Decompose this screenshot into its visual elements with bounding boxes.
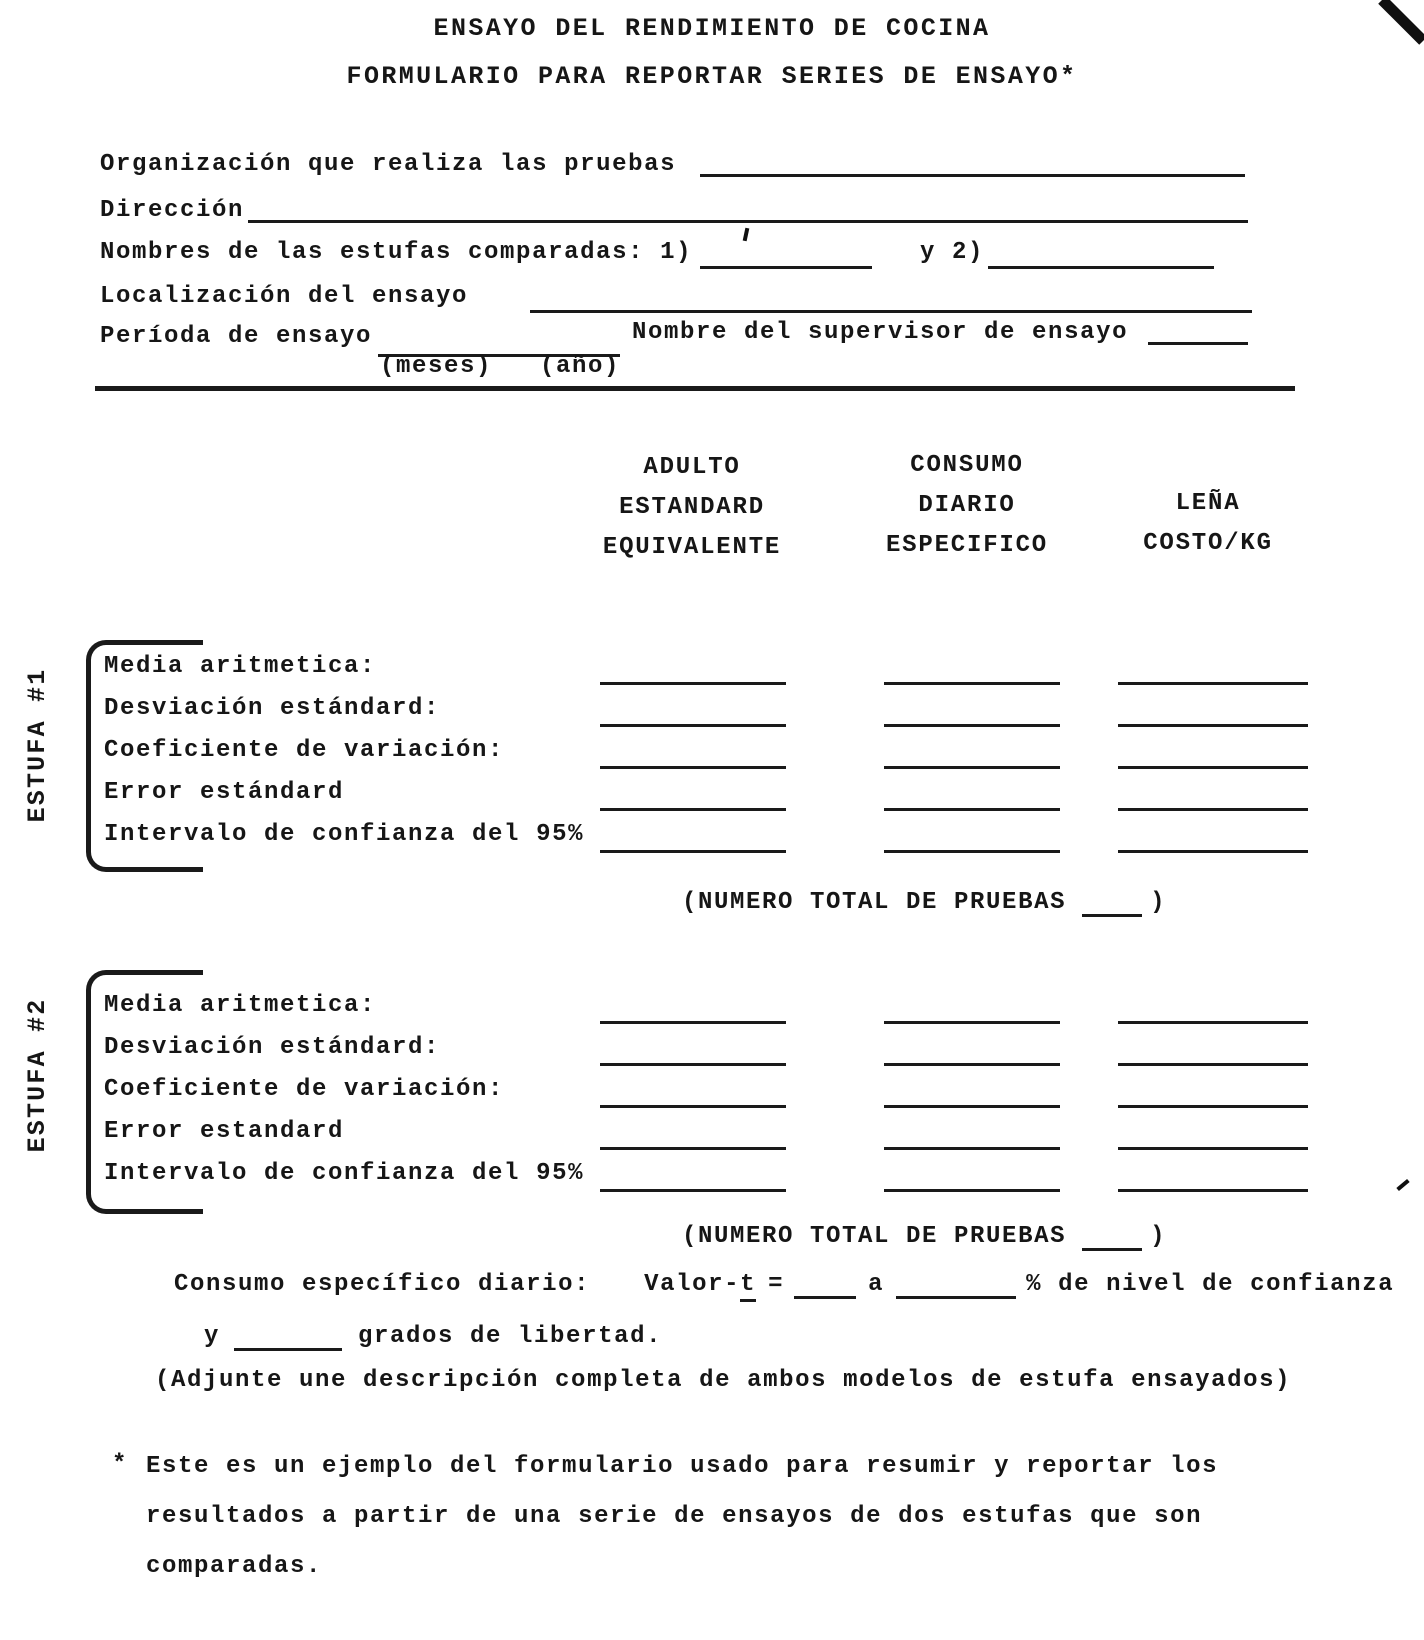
field-stove2-name-blank — [988, 240, 1214, 269]
stove1-total-tests-label: (NUMERO TOTAL DE PRUEBAS — [682, 889, 1067, 916]
column-header-consumo — [872, 452, 1062, 572]
stove2-value-blank — [884, 1121, 1060, 1150]
field-supervisor-label: Nombre del supervisor de ensayo — [632, 319, 1129, 346]
stove1-value-blank — [884, 740, 1060, 769]
column-header-adulto — [592, 454, 792, 574]
stove2-value-blank — [600, 1037, 786, 1066]
stove2-total-tests-close: ) — [1150, 1223, 1167, 1250]
field-address-blank — [248, 194, 1248, 223]
stove1-value-blank — [600, 782, 786, 811]
stove1-value-blank — [884, 698, 1060, 727]
dof-rest: grados de libertad. — [358, 1323, 663, 1350]
stove1-value-blank — [600, 824, 786, 853]
stove1-value-blank — [1118, 698, 1308, 727]
form-title-line-1: ENSAYO DEL RENDIMIENTO DE COCINA — [433, 14, 991, 43]
stove1-value-blank — [1118, 656, 1308, 685]
field-supervisor-blank — [1148, 316, 1248, 345]
stove2-value-blank — [600, 995, 786, 1024]
field-stove1-name-blank — [700, 240, 872, 269]
period-units-label: (meses) (año) — [380, 353, 621, 380]
scan-artifact-right-tick — [1396, 1179, 1409, 1191]
t-test-prefix: Consumo específico diario: — [174, 1271, 591, 1298]
t-test-equals: = — [768, 1271, 785, 1298]
stove2-value-blank — [1118, 1037, 1308, 1066]
stove2-value-blank — [884, 1037, 1060, 1066]
stove1-value-blank — [884, 656, 1060, 685]
footnote-line: Este es un ejemplo del formulario usado para resumir y reportar los — [146, 1453, 1219, 1480]
stove2-value-blank — [1118, 1079, 1308, 1108]
stove2-value-blank — [884, 1163, 1060, 1192]
stove1-value-blank — [600, 656, 786, 685]
stove1-row-label: Intervalo de confianza del 95% — [104, 821, 585, 848]
stove2-row-label: Error estandard — [104, 1118, 345, 1145]
field-stoves-and2-label: y 2) — [920, 239, 985, 266]
stove1-total-tests-blank — [1082, 904, 1142, 917]
stove2-value-blank — [1118, 1121, 1308, 1150]
stove1-value-blank — [884, 824, 1060, 853]
stove2-value-blank — [1118, 1163, 1308, 1192]
degrees-of-freedom-blank — [234, 1338, 342, 1351]
stove2-row-label: Intervalo de confianza del 95% — [104, 1160, 585, 1187]
column-header-line: LEÑA — [1175, 490, 1241, 517]
t-test-valor: Valor- — [644, 1271, 741, 1298]
stove1-row-label: Desviación estándard: — [104, 695, 441, 722]
stove2-total-tests-label: (NUMERO TOTAL DE PRUEBAS — [682, 1223, 1067, 1250]
stove1-value-blank — [600, 740, 786, 769]
stove1-total-tests-close: ) — [1150, 889, 1167, 916]
footnote-line: resultados a partir de una serie de ensayos de dos estufas que son — [146, 1503, 1203, 1530]
header-divider-rule — [95, 386, 1295, 391]
stove2-value-blank — [600, 1121, 786, 1150]
field-organization-blank — [700, 148, 1245, 177]
stove2-value-blank — [884, 995, 1060, 1024]
stove2-value-blank — [1118, 995, 1308, 1024]
stove1-value-blank — [1118, 782, 1308, 811]
stove2-value-blank — [600, 1163, 786, 1192]
stove2-row-label: Media aritmetica: — [104, 992, 377, 1019]
field-location-label: Localización del ensayo — [100, 283, 469, 310]
stove1-value-blank — [1118, 740, 1308, 769]
footnote-line: comparadas. — [146, 1553, 323, 1580]
stove1-row-label: Media aritmetica: — [104, 653, 377, 680]
stove2-value-blank — [884, 1079, 1060, 1108]
column-header-line: ESPECIFICO — [885, 532, 1049, 559]
stove1-row-label: Coeficiente de variación: — [104, 737, 505, 764]
field-period-label: Períoda de ensayo — [100, 323, 373, 350]
form-title-line-2: FORMULARIO PARA REPORTAR SERIES DE ENSAYO* — [346, 62, 1078, 91]
stove2-row-label: Desviación estándard: — [104, 1034, 441, 1061]
stove1-row-label: Error estándard — [104, 779, 345, 806]
t-test-suffix: % de nivel de confianza — [1026, 1271, 1395, 1298]
column-header-lena — [1106, 490, 1310, 570]
stove2-row-label: Coeficiente de variación: — [104, 1076, 505, 1103]
stove2-value-blank — [600, 1079, 786, 1108]
column-header-line: EQUIVALENTE — [602, 534, 782, 561]
stove1-value-blank — [884, 782, 1060, 811]
attachment-note: (Adjunte une descripción completa de ambos modelos de estufa ensayados) — [155, 1367, 1292, 1394]
confidence-level-blank — [896, 1286, 1016, 1299]
t-test-a: a — [868, 1271, 885, 1298]
field-location-blank — [530, 284, 1252, 313]
column-header-line: COSTO/KG — [1143, 530, 1273, 557]
stove2-section-label: ESTUFA #2 — [23, 997, 52, 1153]
field-organization-label: Organización que realiza las pruebas — [100, 151, 677, 178]
column-header-line: CONSUMO — [910, 452, 1024, 479]
stove1-total-tests-line — [618, 858, 1166, 948]
t-value-blank — [794, 1286, 856, 1299]
column-header-line: ESTANDARD — [619, 494, 765, 521]
stove1-section-label: ESTUFA #1 — [23, 667, 52, 823]
t-test-t-underlined: t — [740, 1271, 756, 1302]
dof-y: y — [204, 1323, 221, 1350]
footnote-marker: * — [112, 1451, 129, 1478]
stove1-value-blank — [1118, 824, 1308, 853]
field-address-label: Dirección — [100, 197, 245, 224]
stove1-value-blank — [600, 698, 786, 727]
column-header-line: ADULTO — [643, 454, 741, 481]
column-header-line: DIARIO — [918, 492, 1016, 519]
field-stoves-compared-label: Nombres de las estufas comparadas: 1) — [100, 239, 693, 266]
